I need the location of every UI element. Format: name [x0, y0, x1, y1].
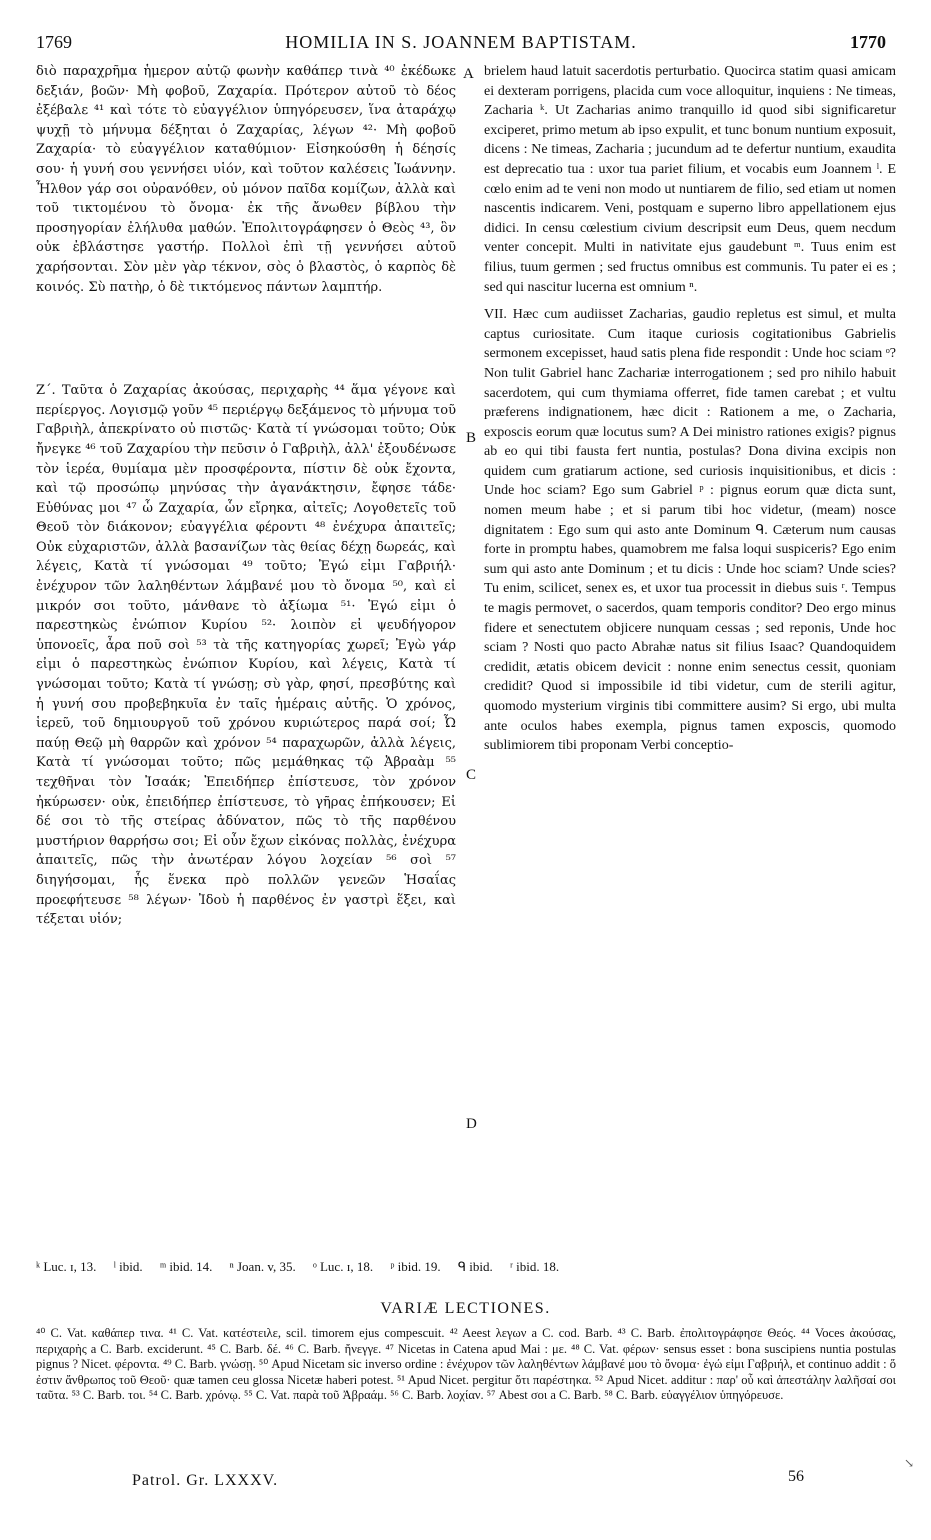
margin-marker-c: C: [466, 767, 477, 783]
left-column-number: 1769: [36, 32, 72, 52]
latin-paragraph-2: VII. Hæc cum audiisset Zacharias, gaudio repletus est simul, et multa captus curiositate. Cum itaque curiosis cogitationibus Gabrielis sermonem excepisset, haud satis plena fide respondit : Unde hoc sciam ᵒ? Non tulit Gabriel hanc Zachariæ interrogationem ; sed pro nihilo habuit sacerdotem, qui cum thymiama offerret, fide tamen carebat ; et vultu præferens indignationem, hæc dicit : Rationem a me, o Zacharia, exposcis eorum quæ locutus sum? A Dei ministro rationes exigis? pignus ab eo qui tibi fausta fert nuntia, postulas? Dona divina excipis non quidem cum gratiarum actione, sed curiosis inquisitionibus, et dicis : Unde hoc sciam? Ego sum Gabriel ᵖ : pignus eorum quæ dicta sunt, nomen meum habe ; et si parum tibi hoc videtur, (meam) nosce dignitatem : Ego sum qui asto ante Dominum ᑫ. Cæterum num causas forte in promptu habes, quamobrem me falsa loqui suspiceris? Ego enim sum qui asto ante Dominum ; et tu dicis : Unde hoc sciam? Unde scies? Tu enim, scilicet, senex es, et uxor tua processit in diebus suis ʳ. Tempus te magis permovet, o sacerdos, quam temporis conditor? Deo ergo minus fidere et senectutem objicere nunquam cessas ; sed reponis, Unde hoc sciam ? Nosti quo pacto Abrahæ natus sit filius Isaac? Quandoquidem credidit, ætatis obicem devicit : nonne enim senectus cessit, quoniam credidit? Quod si impossibile id tibi videtur, cum de sterili agitur, quomodo mysterium virginis tibi committere ausim? Si ergo, ubi multa ante oculos habes exempla, pignus tamen exposcis, quomodo sublimiorem tibi proponam Verbi conceptio-: [484, 307, 896, 754]
greek-paragraph-2: Ζ΄. Ταῦτα ὁ Ζαχαρίας ἀκούσας, περιχαρὴς ⁴⁴ ἅμα γέγονε καὶ περίεργος. Λογισμῷ γοῦν ⁴⁵ περιέργῳ δεξάμενος τὸ μήνυμα τοῦ Γαβριὴλ, ἀπεκρίνατο οὐ πιστῶς· Κατὰ τί γνώσομαι τοῦτο; Οὐκ ἤνεγκε ⁴⁶ τοῦ Ζαχαρίου τὴν πεῦσιν ὁ Γαβριὴλ, ἀλλ' ἐξουδένωσε τὸν ἱερέα, θυμίαμα μὲν προσφέροντα, πίστιν δὲ οὐκ ἔχοντα, καὶ τῷ προσώπῳ μηνύσας τὴν ἀγανάκτησιν, ἔφησε τάδε· Εὐθύνας μοι ⁴⁷ ὦ Ζαχαρία, ὧν εἴρηκα, αἰτεῖς; Λογοθετεῖς τοῦ Θεοῦ τὸν διάκονον; εὐαγγέλια φέροντι ⁴⁸ ἐνέχυρα ἀπαιτεῖς; Οὐκ εὐχαριστῶν, ἀλλὰ βασανίζων τὰς θείας δέχῃ δωρεάς, καὶ λέγεις, Κατὰ τί γνώσομαι ⁴⁹ τοῦτο; Ἐγώ εἰμι Γαβριήλ· ἐνέχυρον τῶν λαληθέντων λάμβανέ μου τὸ ὄνομα ⁵⁰, καὶ εἰ μικρόν σοι τοῦτο, μάνθανε τὸ ἀξίωμα ⁵¹· Ἐγώ εἰμι ὁ παρεστηκὼς ἐνώπιον Κυρίου ⁵²· λοιπὸν εἰ ψευδήγορον ὑπονοεῖς, ἆρα ποῦ σοὶ ⁵³ τὰ τῆς κατηγορίας χωρεῖ; Ἐγὼ γάρ εἰμι ὁ παρεστηκὼς ἐνώπιον Κυρίου, καὶ λέγεις, Κατὰ τί γνώσομαι τοῦτο; Κατὰ τί γνώσῃ; σὺ γὰρ, φησί, πρεσβύτης καὶ ἡ γυνή σου προβεβηκυῖα ἐν ταῖς ἡμέραις αὐτῆς. Ὁ χρόνος, ἱερεῦ, τοῦ δημιουργοῦ τοῦ χρόνου κυριώτερος παρά σοί; Ὦ παύῃ Θεῷ μὴ θαρρῶν καὶ χρόνον ⁵⁴ παραχωρῶν, ἀλλὰ λέγεις, Κατὰ τί γνώσομαι τοῦτο; πῶς μεμάθηκας τῷ Ἀβραὰμ ⁵⁵ τεχθῆναι τὸν Ἰσαάκ; Ἐπειδήπερ ἐπίστευσε, τὸν χρόνον ἠκύρωσεν· οὐκ, ἐπειδήπερ ἐπίστευσε, τὸ γῆρας ἐπήκουσεν; Εἰ δέ σοι τὸ τῆς στείρας ἀδύνατον, πῶς τὸ τῆς παρθένου μυστήριον θαρρήσω σοι; Εἰ οὖν ἔχων εἰκόνας πολλὰς, ἐνέχυρα ἀπαιτεῖς, πῶς τὴν ἀνωτέραν λόγου λοχείαν ⁵⁶ σοὶ ⁵⁷ διηγήσομαι, ἧς ἕνεκα πρὸ πολλῶν γενεῶν Ἡσαΐας προεφήτευσε ⁵⁸ λέγων· Ἰδοὺ ἡ παρθένος ἐν γαστρὶ ἕξει, καὶ τέξεται υἱόν;: [36, 383, 456, 928]
footnote: ᵒ Luc. ɪ, 18.: [313, 1259, 374, 1274]
footnote: ᵖ ibid. 19.: [390, 1259, 441, 1274]
footnote: ⁿ Joan. v, 35.: [229, 1259, 296, 1274]
page-header: [36, 32, 886, 56]
variae-lectiones-heading: VARIÆ LECTIONES.: [380, 1300, 551, 1317]
footnotes-line: [36, 1259, 896, 1275]
margin-marker-b: B: [466, 430, 477, 446]
corner-arrow-icon: ↘: [904, 1456, 915, 1470]
latin-paragraph-1: brielem haud latuit sacerdotis perturbatio. Quocirca statim quasi amicam ei dexteram porrigens, placida cum voce alloquitur, inquiens : Ne timeas, Zacharia ᵏ. Ut Zacharias animo tranquillo id quod sibi significaretur exciperet, primo metum ab ipso expulit, et tunc bonum nuntium exposuit, dicens : Ne timeas, Zacharia ; jucundum ad te defertur nuntium, exaudita est deprecatio tua : uxor tua pariet filium, et vocabis eum Joannem ˡ. E cœlo enim ad te veni non modo ut nuntiarem de filio, sed etiam ut nomen nascentis indicarem. Veni, postquam e superno libro appellationem ejus didici. In censu cœlestium civium descripsit eum Deus, quem necdum venter concepit. Multi in nativitate ejus gaudebunt ᵐ. Tuus enim est filius, tuum germen ; sed fructus omnibus est communis. Tu pater ei es ; sed qui nascitur lucerna est omnium ⁿ.: [484, 64, 896, 295]
footer-series-title: Patrol. Gr. LXXXV.: [132, 1472, 279, 1489]
footnote: ᵏ Luc. ɪ, 13.: [36, 1259, 97, 1274]
footnote: ᵐ ibid. 14.: [159, 1259, 213, 1274]
footnote: ˡ ibid.: [113, 1259, 143, 1274]
latin-column: [484, 62, 896, 756]
margin-marker-a: A: [463, 66, 474, 82]
greek-paragraph-1: διὸ παραχρῆμα ἡμερον αὐτῷ φωνὴν καθάπερ τινὰ ⁴⁰ ἐκέδωκε δεξιάν, βοῶν· Μὴ φοβοῦ, Ζαχαρία. Πρότερον αὐτοῦ τὸ δέος ἐξέβαλε ⁴¹ καὶ τότε τὸ εὐαγγέλιον ὑπηγόρευσεν, ἵνα ἀταράχῳ ψυχῇ τὸ μήνυμα δέξηται ὁ Ζαχαρίας, λέγων ⁴²· Μὴ φοβοῦ Ζαχαρία· τὸ εὐαγγέλιον καταθύμιον· Εἰσηκούσθη ἡ δέησίς σου· ἡ γυνή σου γεννήσει υἱόν, καὶ τοῦτον καλέσεις Ἰωάννην. Ἦλθον γάρ σοι οὐρανόθεν, οὐ μόνον παῖδα κομίζων, ἀλλὰ καὶ τοῦ τικτομένου τὸ ὄνομα· ἐκ τῆς ἄνωθεν βίβλου τὴν προσηγορίαν ἐλήλυθα μαθών. Ἐπολιτογράφησεν ὁ Θεὸς ⁴³, ὃν οὐκ ἐβλάστησε γαστήρ. Πολλοὶ ἐπὶ τῇ γεννήσει αὐτοῦ χαρήσονται. Σὸν μὲν γὰρ τέκνον, σὸς ὁ βλαστὸς, ὁ καρπὸς δὲ κοινός. Σὺ πατὴρ, ὁ δὲ τικτόμενος πάντων λαμπτήρ.: [36, 64, 456, 295]
running-title: HOMILIA IN S. JOANNEM BAPTISTAM.: [285, 32, 637, 52]
variae-lectiones-text: ⁴⁰ C. Vat. καθάπερ τινα. ⁴¹ C. Vat. κατέστειλε, scil. timorem ejus compescuit. ⁴² Aeest λεγων a C. cod. Barb. ⁴³ C. Barb. ἐπολιτογράφησε Θεός. ⁴⁴ Voces ἀκούσας, περιχαρὴς a C. Barb. exciderunt. ⁴⁵ C. Barb. δέ. ⁴⁶ C. Barb. ἤνεγγε. ⁴⁷ Nicetas in Catena apud Mai : με. ⁴⁸ C. Vat. φέρων· sensus esset : bona suscipiens nuntia postulas pignus ? Nicet. φέροντα. ⁴⁹ C. Barb. γνώσῃ. ⁵⁰ Apud Nicetam sic inverso ordine : ἐνέχυρον τῶν λαληθέντων λάμβανέ μου τὸ ὄνομα· ἐγώ εἰμι Γαβριήλ, et continuo addit : ὅ ἐστιν ἄνθρωπος τοῦ Θεοῦ· quæ tamen ceu glossa Nicetæ haberi potest. ⁵¹ Apud Nicet. pergitur ὅτι παρέστηκα. ⁵² Apud Nicet. additur : παρ' οὗ καὶ ἀπεστάλην λαλῆσαί σοι ταῦτα. ⁵³ C. Barb. τοι. ⁵⁴ C. Barb. χρόνῳ. ⁵⁵ C. Vat. παρὰ τοῦ Ἀβραάμ. ⁵⁶ C. Barb. λοχίαν. ⁵⁷ Abest σοι a C. Barb. ⁵⁸ C. Barb. εὐαγγέλιον ὑπηγόρευσε.: [36, 1326, 896, 1403]
footer-signature-number: 56: [788, 1468, 804, 1485]
footnote: ᑫ ibid.: [457, 1259, 493, 1274]
footnote: ʳ ibid. 18.: [510, 1259, 560, 1274]
right-column-number: 1770: [850, 32, 886, 52]
greek-column: [36, 62, 456, 930]
margin-marker-d: D: [466, 1116, 477, 1132]
